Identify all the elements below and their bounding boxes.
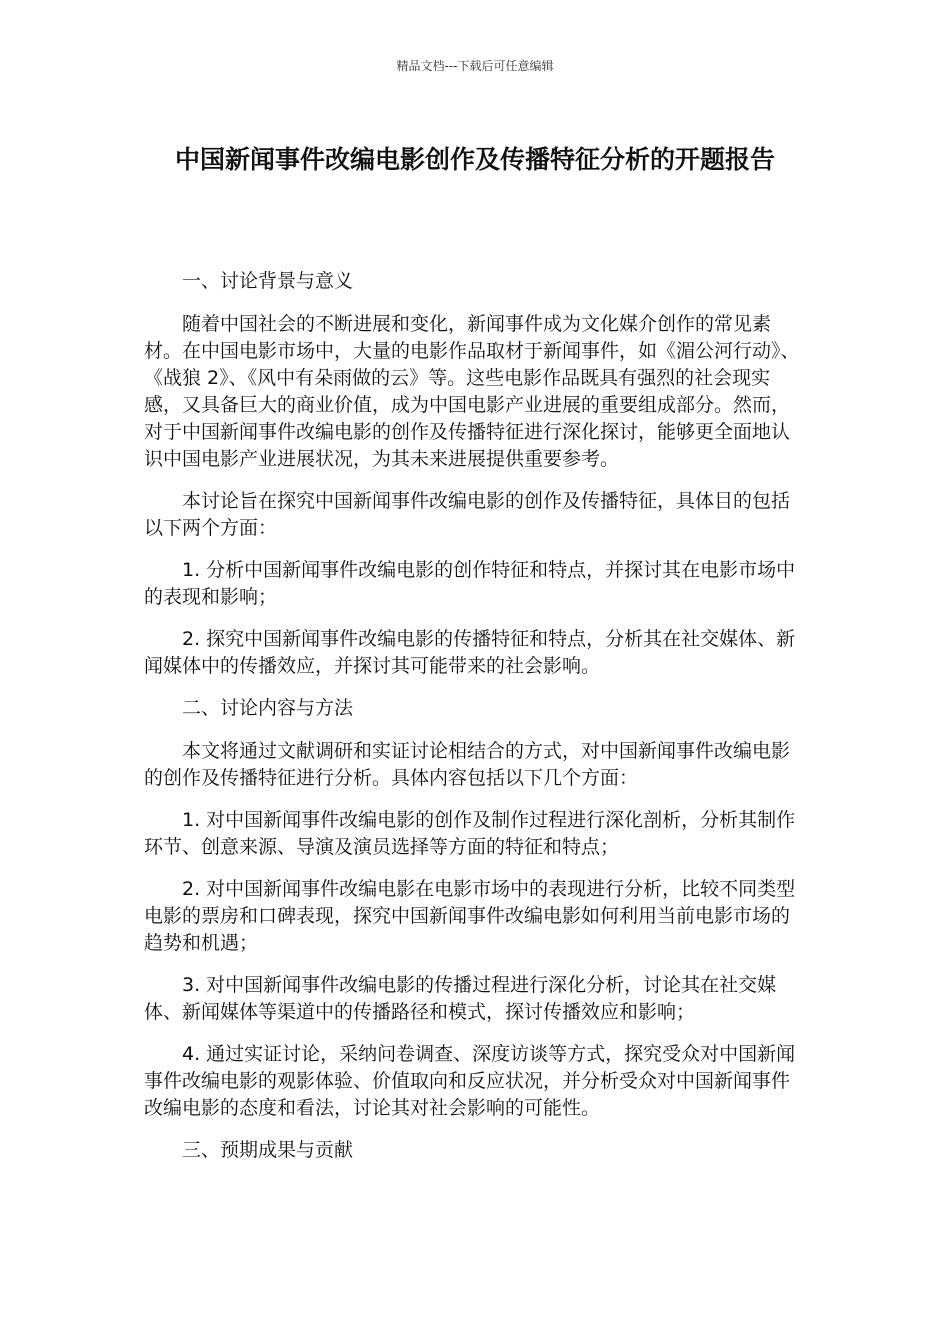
section-2-paragraph-1: 本文将通过文献调研和实证讨论相结合的方式，对中国新闻事件改编电影的创作及传播特征进行分析。具体内容包括以下几个方面： [144, 740, 791, 789]
section-2-paragraph-5: 4. 通过实证讨论，采纳问卷调查、深度访谈等方式，探究受众对中国新闻事件改编电影的观影体验、价值取向和反应状况，并分析受众对中国新闻事件改编电影的态度和看法，讨论其对社会影响的可能性。 [144, 1043, 796, 1119]
document-body [144, 268, 808, 1180]
section-2-heading: 二、讨论内容与方法 [182, 697, 354, 719]
section-2-paragraph-3: 2. 对中国新闻事件改编电影在电影市场中的表现进行分析，比较不同类型电影的票房和口碑表现，探究中国新闻事件改编电影如何利用当前电影市场的趋势和机遇； [144, 878, 796, 954]
section-3-heading: 三、预期成果与贡献 [182, 1139, 354, 1161]
page-header-note: 精品文档---下载后可任意编辑 [396, 59, 554, 73]
section-2-paragraph-2: 1. 对中国新闻事件改编电影的创作及制作过程进行深化剖析，分析其制作环节、创意来源、导演及演员选择等方面的特征和特点； [144, 809, 796, 858]
document-title: 中国新闻事件改编电影创作及传播特征分析的开题报告 [174, 145, 775, 174]
section-1-paragraph-3: 1. 分析中国新闻事件改编电影的创作特征和特点，并探讨其在电影市场中的表现和影响； [144, 559, 796, 608]
section-2-paragraph-4: 3. 对中国新闻事件改编电影的传播过程进行深化分析，讨论其在社交媒体、新闻媒体等渠道中的传播路径和模式，探讨传播效应和影响； [144, 974, 777, 1023]
section-1-paragraph-4: 2. 探究中国新闻事件改编电影的传播特征和特点，分析其在社交媒体、新闻媒体中的传播效应，并探讨其可能带来的社会影响。 [144, 628, 796, 677]
section-1-paragraph-1: 随着中国社会的不断进展和变化，新闻事件成为文化媒介创作的常见素材。在中国电影市场中，大量的电影作品取材于新闻事件，如《湄公河行动》、《战狼 2》、《风中有朵雨做的云》等。这些电影作品既具有强烈的社会现实感，又具备巨大的商业价值，成为中国电影产业进展的重要组成部分。然而，对于中国新闻事件改编电影的创作及传播特征进行深化探讨，能够更全面地认识中国电影产业进展状况，为其未来进展提供重要参考。 [144, 313, 800, 470]
section-1-heading: 一、讨论背景与意义 [182, 270, 354, 292]
section-1-paragraph-2: 本讨论旨在探究中国新闻事件改编电影的创作及传播特征，具体目的包括以下两个方面： [144, 490, 791, 539]
